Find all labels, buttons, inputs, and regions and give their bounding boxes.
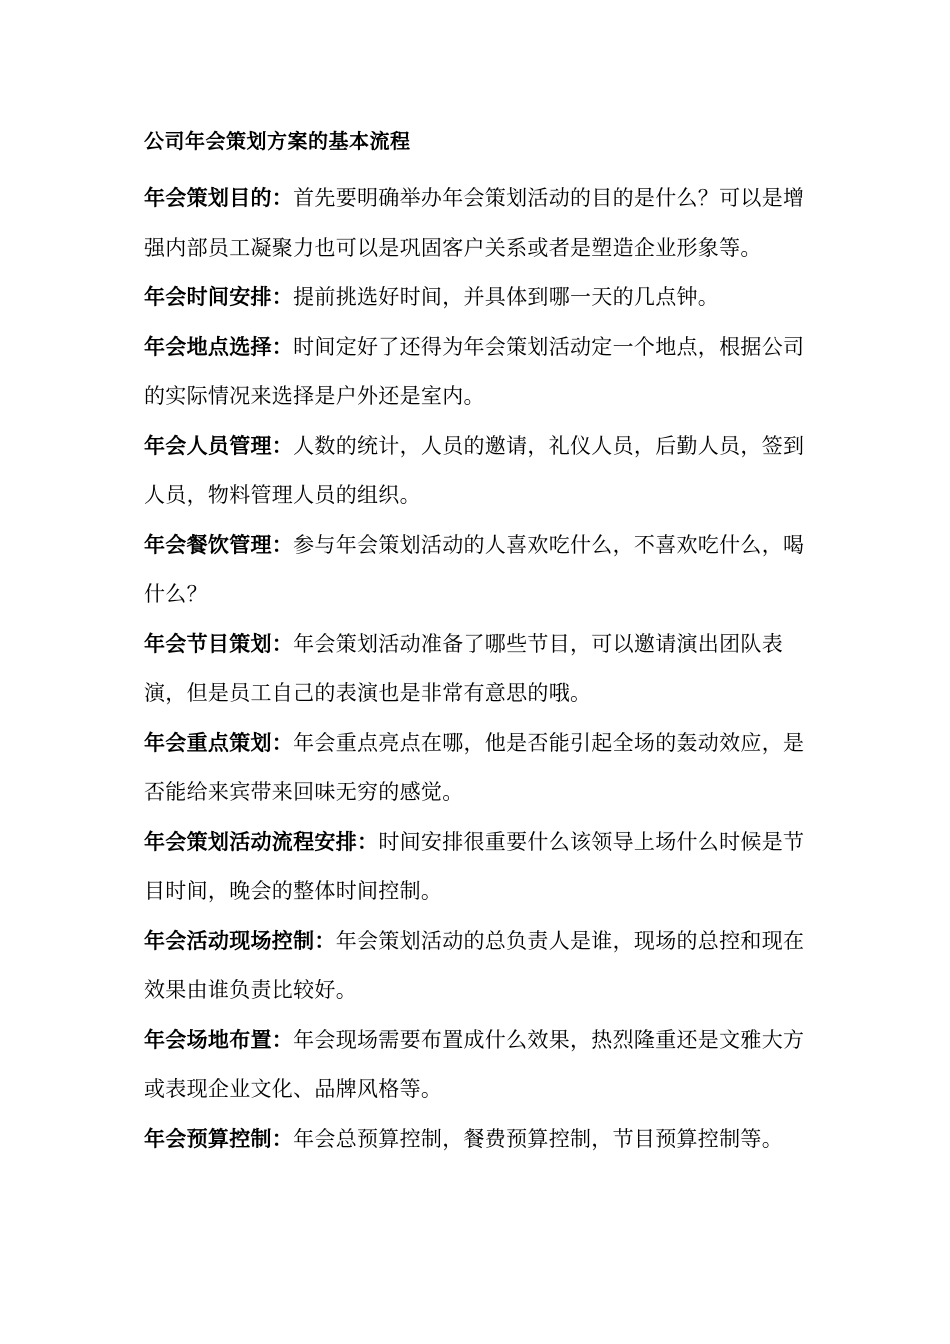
section-label: 年会餐饮管理：: [144, 532, 294, 557]
section-text: 人数的统计，人员的邀请，礼仪人员，后勤人员，签到人员，物料管理人员的组织。: [144, 433, 805, 507]
section-text: 年会策划活动准备了哪些节目，可以邀请演出团队表演，但是员工自己的表演也是非常有意思的哦。: [144, 631, 784, 705]
section-schedule: [144, 818, 824, 917]
section-personnel: [144, 422, 824, 521]
section-text: 时间定好了还得为年会策划活动定一个地点，根据公司的实际情况来选择是户外还是室内。: [144, 334, 805, 408]
section-text: 参与年会策划活动的人喜欢吃什么，不喜欢吃什么，喝什么？: [144, 532, 805, 606]
section-location: [144, 323, 824, 422]
section-budget: [144, 1115, 824, 1165]
section-text: 年会总预算控制，餐费预算控制，节目预算控制等。: [293, 1126, 784, 1151]
section-label: 年会重点策划：: [144, 730, 294, 755]
section-onsite-control: [144, 917, 824, 1016]
section-text: 年会现场需要布置成什么效果，热烈隆重还是文雅大方或表现企业文化、品牌风格等。: [144, 1027, 805, 1101]
section-label: 年会时间安排：: [144, 285, 294, 309]
section-venue-layout: [144, 1016, 824, 1115]
section-text: 时间安排很重要什么该领导上场什么时候是节目时间，晚会的整体时间控制。: [144, 829, 805, 903]
section-label: 年会策划目的：: [144, 186, 294, 210]
document-page: [144, 124, 824, 1164]
section-label: 年会地点选择：: [144, 334, 294, 359]
section-label: 年会活动现场控制：: [144, 928, 336, 953]
section-highlight: [144, 719, 824, 818]
section-time: [144, 273, 824, 323]
section-text: 年会策划活动的总负责人是谁，现场的总控和现在效果由谁负责比较好。: [144, 928, 805, 1002]
section-label: 年会预算控制：: [144, 1126, 294, 1151]
section-catering: [144, 521, 824, 620]
section-label: 年会人员管理：: [144, 433, 294, 458]
section-label: 年会场地布置：: [144, 1027, 294, 1052]
section-text: 提前挑选好时间，并具体到哪一天的几点钟。: [293, 285, 720, 309]
section-text: 首先要明确举办年会策划活动的目的是什么？可以是增强内部员工凝聚力也可以是巩固客户关系或者是塑造企业形象等。: [144, 186, 805, 260]
document-title: 公司年会策划方案的基本流程: [144, 129, 411, 153]
section-label: 年会节目策划：: [144, 631, 294, 656]
section-text: 年会重点亮点在哪，他是否能引起全场的轰动效应，是否能给来宾带来回味无穷的感觉。: [144, 730, 805, 804]
section-program: [144, 620, 824, 719]
section-purpose: [144, 174, 824, 273]
section-label: 年会策划活动流程安排：: [144, 829, 379, 854]
